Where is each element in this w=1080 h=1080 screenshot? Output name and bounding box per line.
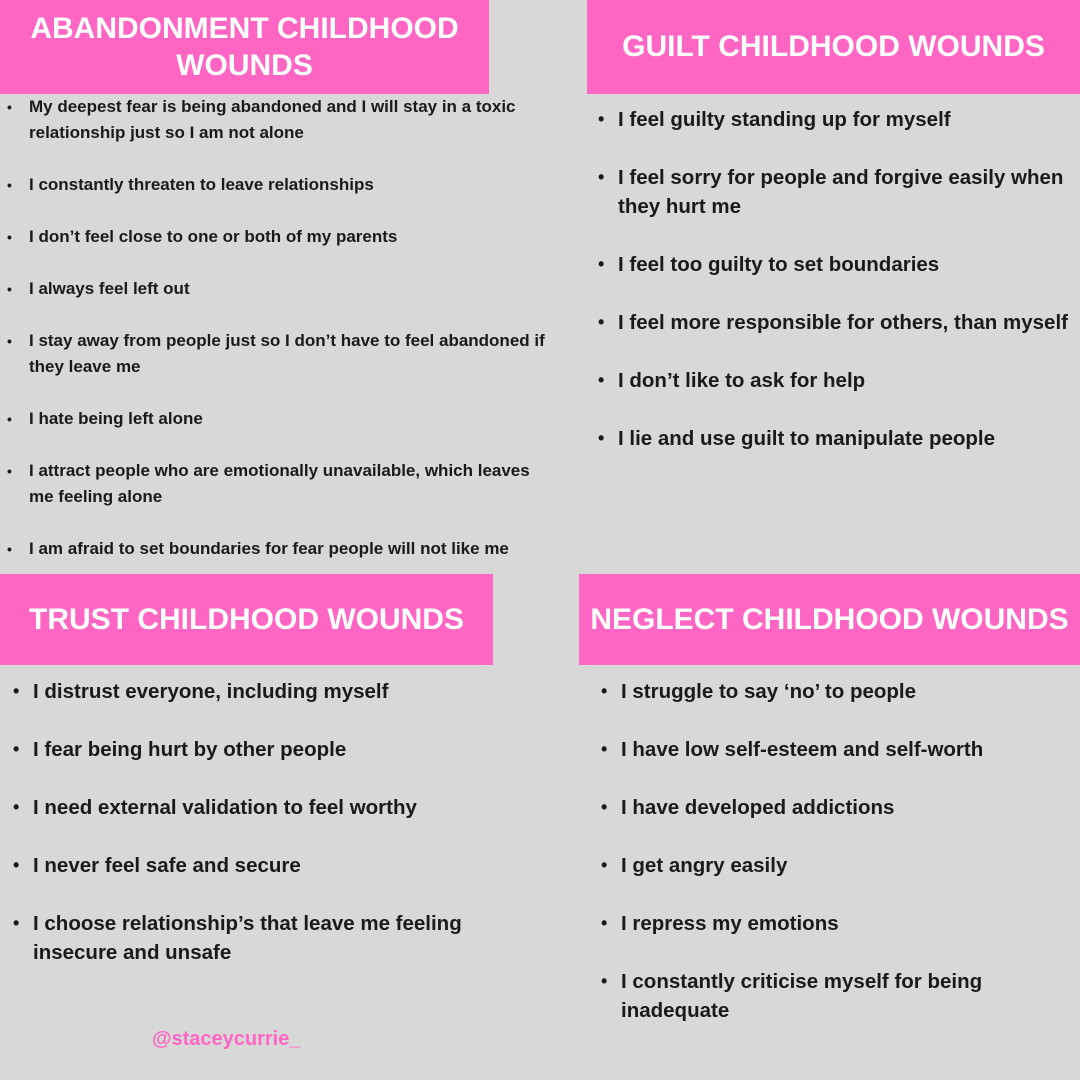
bullet-icon: • — [601, 739, 608, 759]
list-item-text: I stay away from people just so I don’t have to feel abandoned if they leave me — [29, 331, 545, 376]
bullet-icon: • — [601, 971, 608, 991]
list-item — [598, 163, 1068, 221]
bullet-icon: • — [601, 681, 608, 701]
trust-list — [13, 677, 493, 996]
bullet-icon: • — [13, 797, 20, 817]
bullet-icon: • — [601, 913, 608, 933]
author-handle: @staceycurrie_ — [152, 1028, 301, 1050]
neglect-heading: NEGLECT CHILDHOOD WOUNDS — [579, 574, 1080, 665]
list-item-text: I constantly threaten to leave relationships — [29, 175, 374, 194]
trust-heading: TRUST CHILDHOOD WOUNDS — [0, 574, 493, 665]
list-item — [7, 94, 549, 146]
bullet-icon: • — [13, 855, 20, 875]
list-item — [598, 308, 1068, 337]
list-item-text: I need external validation to feel worthy — [33, 796, 417, 819]
list-item — [601, 735, 1071, 764]
list-item — [7, 328, 549, 380]
bullet-icon: • — [601, 855, 608, 875]
list-item-text: I have low self-esteem and self-worth — [621, 738, 984, 761]
list-item-text: I lie and use guilt to manipulate people — [618, 427, 996, 450]
list-item — [598, 424, 1068, 453]
list-item — [601, 793, 1071, 822]
bullet-icon: • — [13, 739, 20, 759]
list-item-text: I constantly criticise myself for being inadequate — [621, 970, 983, 1022]
list-item-text: I distrust everyone, including myself — [33, 680, 389, 703]
list-item-text: I choose relationship’s that leave me feeling insecure and unsafe — [33, 912, 462, 964]
list-item — [601, 851, 1071, 880]
bullet-icon: • — [7, 541, 12, 557]
list-item — [13, 909, 493, 967]
bullet-icon: • — [598, 167, 605, 187]
list-item-text: I don’t feel close to one or both of my parents — [29, 227, 398, 246]
list-item — [598, 250, 1068, 279]
list-item — [601, 909, 1071, 938]
abandonment-heading: ABANDONMENT CHILDHOOD WOUNDS — [0, 0, 489, 94]
list-item-text: My deepest fear is being abandoned and I will stay in a toxic relationship just so I am not alone — [29, 97, 516, 142]
bullet-icon: • — [7, 281, 12, 297]
list-item — [7, 458, 549, 510]
list-item — [7, 536, 549, 562]
bullet-icon: • — [7, 229, 12, 245]
list-item-text: I don’t like to ask for help — [618, 369, 866, 392]
list-item — [13, 677, 493, 706]
bullet-icon: • — [7, 411, 12, 427]
list-item — [7, 276, 549, 302]
list-item-text: I am afraid to set boundaries for fear people will not like me — [29, 539, 509, 558]
list-item-text: I repress my emotions — [621, 912, 839, 935]
list-item-text: I hate being left alone — [29, 409, 203, 428]
bullet-icon: • — [13, 913, 20, 933]
bullet-icon: • — [598, 109, 605, 129]
list-item — [601, 677, 1071, 706]
bullet-icon: • — [7, 177, 12, 193]
guilt-list — [598, 105, 1068, 482]
list-item-text: I attract people who are emotionally unavailable, which leaves me feeling alone — [29, 461, 530, 506]
list-item-text: I never feel safe and secure — [33, 854, 301, 877]
bullet-icon: • — [601, 797, 608, 817]
list-item-text: I feel guilty standing up for myself — [618, 108, 951, 131]
list-item-text: I fear being hurt by other people — [33, 738, 347, 761]
list-item — [598, 366, 1068, 395]
list-item-text: I always feel left out — [29, 279, 190, 298]
bullet-icon: • — [7, 333, 12, 349]
bullet-icon: • — [7, 463, 12, 479]
guilt-heading: GUILT CHILDHOOD WOUNDS — [587, 0, 1080, 94]
abandonment-list — [7, 94, 549, 588]
list-item — [598, 105, 1068, 134]
list-item — [7, 406, 549, 432]
bullet-icon: • — [13, 681, 20, 701]
list-item — [601, 967, 1071, 1025]
list-item-text: I have developed addictions — [621, 796, 895, 819]
list-item — [13, 735, 493, 764]
neglect-list — [601, 677, 1071, 1054]
bullet-icon: • — [598, 254, 605, 274]
bullet-icon: • — [598, 428, 605, 448]
list-item — [7, 224, 549, 250]
list-item-text: I feel sorry for people and forgive easily when they hurt me — [618, 166, 1064, 218]
list-item-text: I feel too guilty to set boundaries — [618, 253, 940, 276]
list-item — [13, 851, 493, 880]
list-item-text: I feel more responsible for others, than myself — [618, 311, 1068, 334]
list-item-text: I struggle to say ‘no’ to people — [621, 680, 917, 703]
list-item — [13, 793, 493, 822]
list-item-text: I get angry easily — [621, 854, 788, 877]
bullet-icon: • — [598, 370, 605, 390]
bullet-icon: • — [7, 99, 12, 115]
list-item — [7, 172, 549, 198]
bullet-icon: • — [598, 312, 605, 332]
